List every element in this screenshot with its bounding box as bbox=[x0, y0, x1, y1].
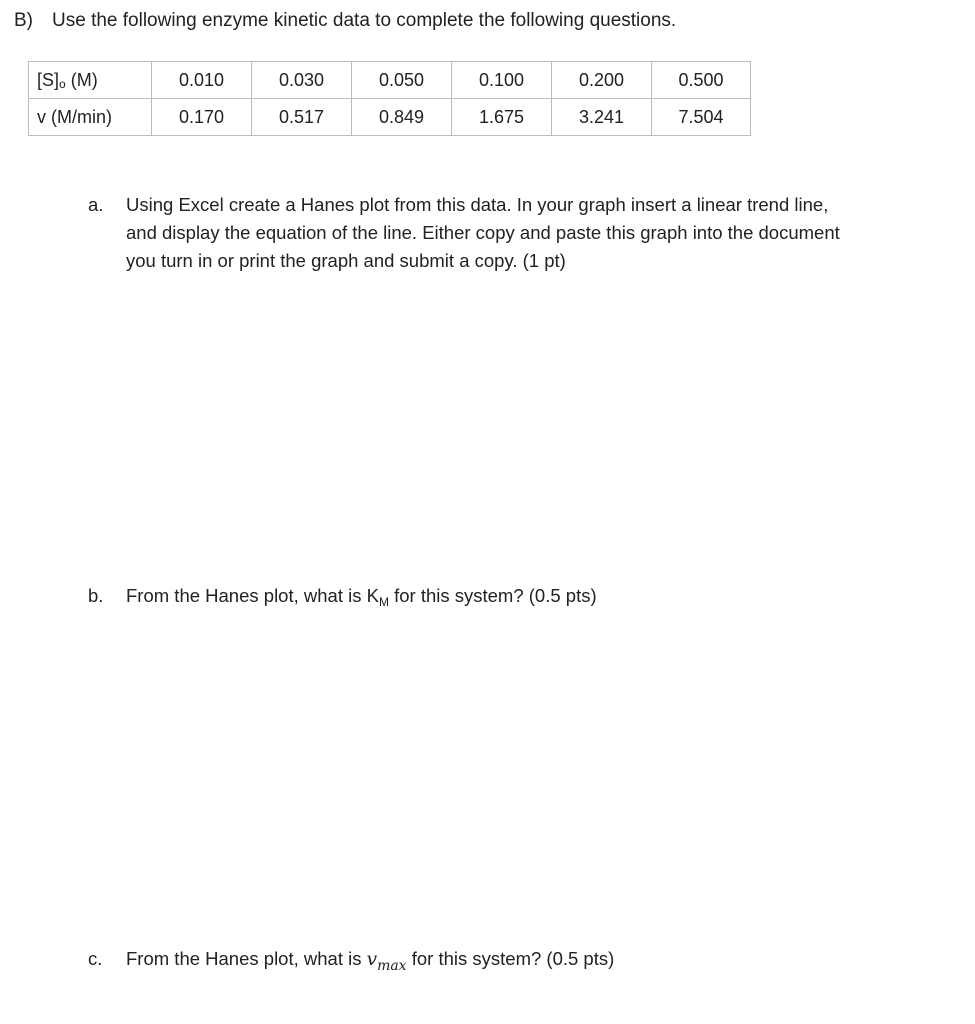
question-a-line: Using Excel create a Hanes plot from this data. In your graph insert a linear trend line, bbox=[126, 194, 829, 215]
velocity-cell: 7.504 bbox=[652, 99, 751, 136]
velocity-cell: 1.675 bbox=[452, 99, 552, 136]
section-heading bbox=[14, 9, 676, 33]
section-title: Use the following enzyme kinetic data to complete the following questions. bbox=[52, 10, 677, 31]
question-c-letter: c. bbox=[88, 948, 103, 969]
substrate-cell: 0.500 bbox=[652, 62, 751, 99]
substrate-cell: 0.010 bbox=[152, 62, 252, 99]
question-a-letter: a. bbox=[88, 194, 104, 215]
question-c-text: From the Hanes plot, what is $v_{max}$ for this system? (0.5 pts) bbox=[126, 948, 615, 974]
section-number: B) bbox=[14, 10, 33, 31]
velocity-cell: 0.849 bbox=[352, 99, 452, 136]
substrate-cell: 0.200 bbox=[552, 62, 652, 99]
substrate-cell: 0.100 bbox=[452, 62, 552, 99]
substrate-row-label: $[S]_o$ (M) bbox=[29, 62, 152, 99]
question-a-text bbox=[126, 191, 840, 275]
velocity-row bbox=[29, 99, 751, 136]
question-b-letter: b. bbox=[88, 585, 104, 606]
question-a-line: and display the equation of the line. Either copy and paste this graph into the document bbox=[126, 222, 840, 243]
velocity-row-label: v (M/min) bbox=[29, 99, 152, 136]
velocity-cell: 0.517 bbox=[252, 99, 352, 136]
substrate-row bbox=[29, 62, 751, 99]
substrate-cell: 0.050 bbox=[352, 62, 452, 99]
question-a-line: you turn in or print the graph and submit a copy. (1 pt) bbox=[126, 250, 566, 271]
velocity-cell: 3.241 bbox=[552, 99, 652, 136]
substrate-cell: 0.030 bbox=[252, 62, 352, 99]
question-b-text: From the Hanes plot, what is $K_M$ for this system? (0.5 pts) bbox=[126, 585, 597, 609]
velocity-cell: 0.170 bbox=[152, 99, 252, 136]
kinetic-data-table bbox=[28, 61, 751, 136]
